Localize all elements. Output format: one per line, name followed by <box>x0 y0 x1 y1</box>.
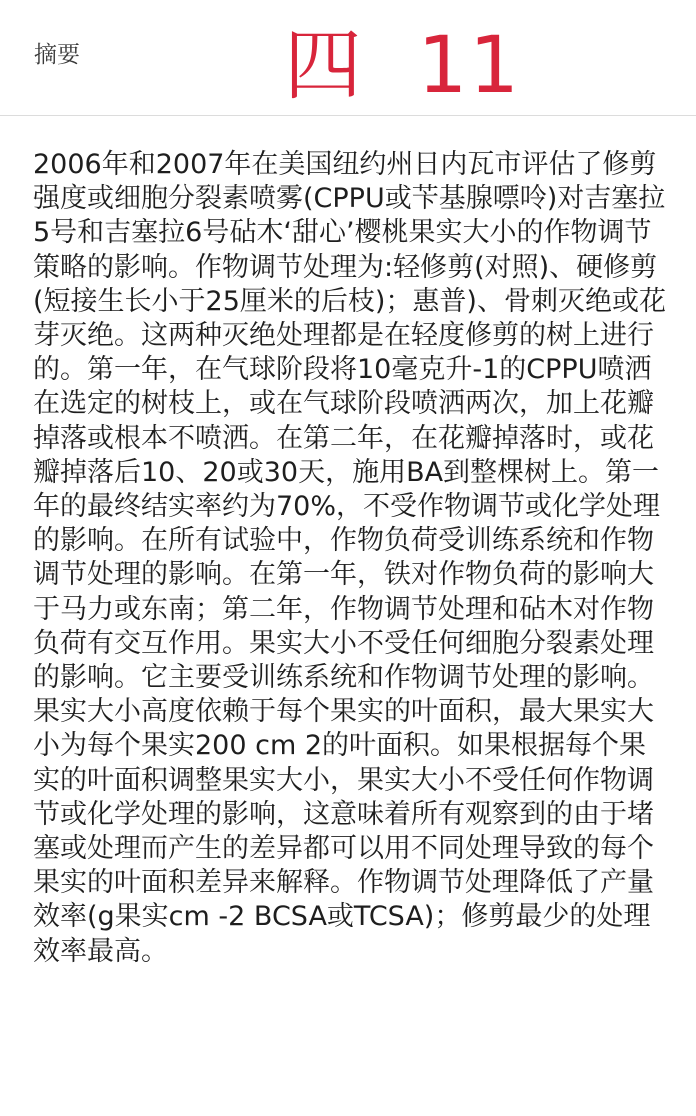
abstract-label: 摘要 <box>34 42 80 68</box>
abstract-text: 2006年和2007年在美国纽约州日内瓦市评估了修剪强度或细胞分裂素喷雾(CPPU或苄基腺嘌呤)对吉塞拉5号和吉塞拉6号砧木‘甜心’樱桃果实大小的作物调节策略的影响。作物调节处理为:轻修剪(对照)、硬修剪(短接生长小于25厘米的后枝)；惠普)、骨刺灭绝或花芽灭绝。这两种灭绝处理都是在轻度修剪的树上进行的。第一年，在气球阶段将10毫克升-1的CPPU喷洒在选定的树枝上，或在气球阶段喷洒两次，加上花瓣掉落或根本不喷洒。在第二年，在花瓣掉落时，或花瓣掉落后10、20或30天，施用BA到整棵树上。第一年的最终结实率约为70%，不受作物调节或化学处理的影响。在所有试验中，作物负荷受训练系统和作物调节处理的影响。在第一年，铁对作物负荷的影响大于马力或东南；第二年，作物调节处理和砧木对作物负荷有交互作用。果实大小不受任何细胞分裂素处理的影响。它主要受训练系统和作物调节处理的影响。果实大小高度依赖于每个果实的叶面积，最大果实大小为每个果实200 cm 2的叶面积。如果根据每个果实的叶面积调整果实大小，果实大小不受任何作物调节或化学处理的影响，这意味着所有观察到的由于堵塞或处理而产生的差异都可以用不同处理导致的每个果实的叶面积差异来解释。作物调节处理降低了产量效率(g果实cm -2 BCSA或TCSA)；修剪最少的处理效率最高。 <box>33 149 666 967</box>
page-header <box>0 0 696 116</box>
page-title: 四 11 <box>284 21 521 111</box>
